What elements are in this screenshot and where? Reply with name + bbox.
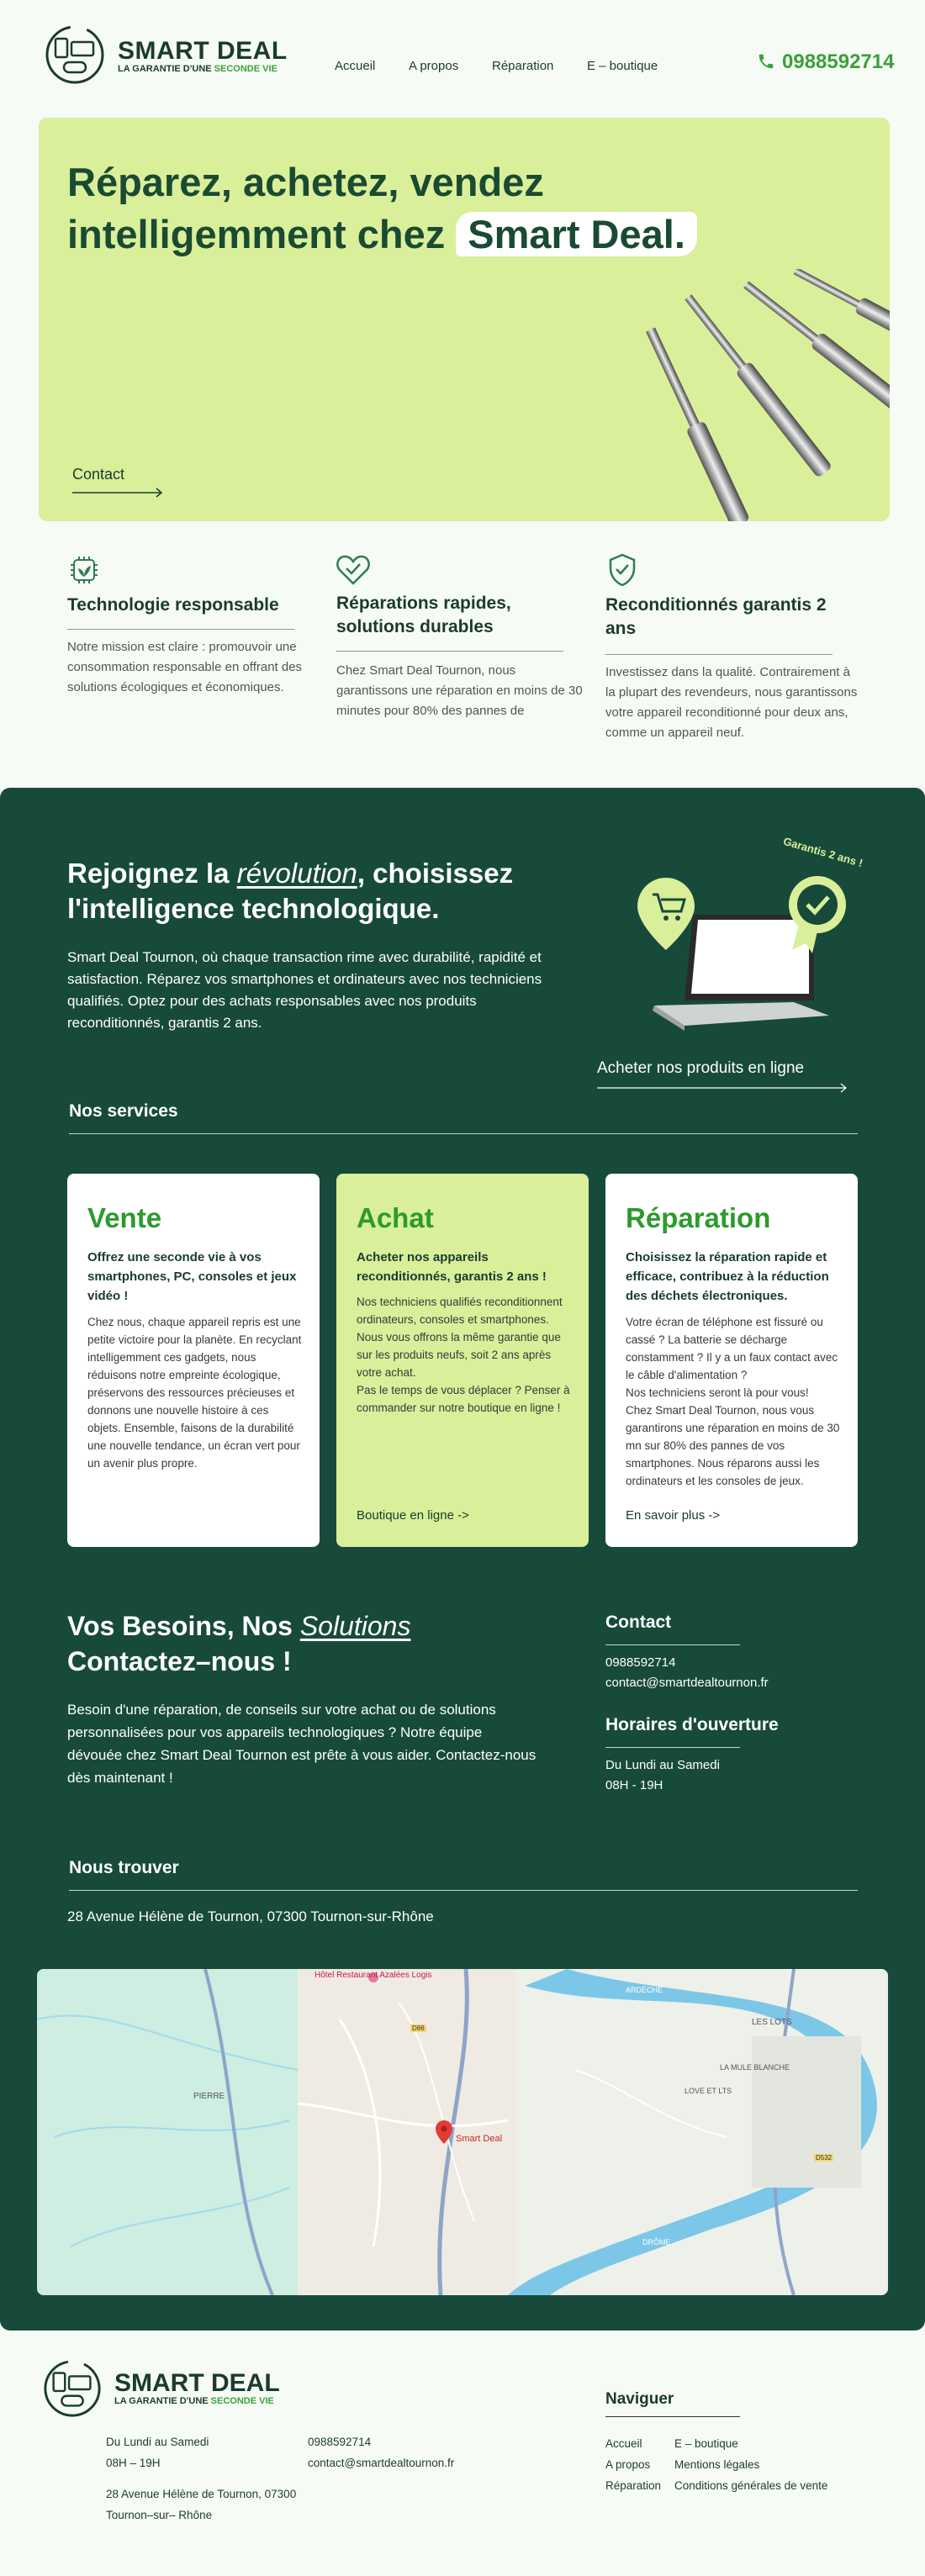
feature-title: Réparations rapides, solutions durables (336, 594, 511, 636)
shop-online-link[interactable]: Acheter nos produits en ligne (597, 1059, 805, 1077)
hero-banner (39, 118, 890, 521)
brand-tagline: LA GARANTIE D'UNE SECONDE VIE (118, 64, 278, 74)
nav-accueil[interactable]: Accueil (335, 59, 376, 73)
location-divider (69, 1890, 858, 1891)
feature-title: Technologie responsable (67, 595, 279, 615)
contact-email[interactable]: contact@smartdealtournon.fr (605, 1676, 769, 1690)
nav-reparation[interactable]: Réparation (492, 59, 554, 73)
footer-hours: 08H – 19H (106, 2457, 161, 2469)
map[interactable] (37, 1969, 888, 2295)
footer-logo-icon[interactable] (42, 2358, 103, 2419)
logo-icon[interactable] (44, 24, 106, 86)
footer-address-line2: Tournon–sur– Rhône (106, 2509, 213, 2521)
nav-e-boutique[interactable]: E – boutique (587, 59, 658, 73)
footer-brand-name: SMART DEAL (114, 2369, 280, 2397)
services-heading: Nos services (69, 1101, 178, 1121)
shield-check-icon (604, 552, 641, 589)
heart-check-icon (335, 552, 372, 589)
card-subtitle: Choisissez la réparation rapide et efficace, contribuez à la réduction des déchets électroniques. (626, 1250, 829, 1303)
service-card-achat (336, 1174, 589, 1547)
map-label: PIERRE (193, 2092, 225, 2101)
hours-divider (605, 1747, 740, 1748)
screwdrivers-image (644, 269, 890, 521)
arrow-right-icon[interactable] (597, 1083, 849, 1093)
card-subtitle: Offrez une seconde vie à vos smartphones, PC, consoles et jeux vidéo ! (87, 1250, 297, 1303)
footer-address-line1: 28 Avenue Hélène de Tournon, 07300 (106, 2488, 297, 2500)
footer-nav-accueil[interactable]: Accueil (605, 2437, 642, 2450)
map-label: LES LOTS (752, 2018, 792, 2027)
hero-contact-link[interactable]: Contact (72, 466, 125, 483)
hero-title: Réparez, achetez, vendez intelligemment chez Smart Deal. (67, 156, 706, 261)
laptop-illustration (604, 841, 864, 1043)
card-text: Chez nous, chaque appareil repris est une petite victoire pour la planète. En recyclant intelligemment ces gadgets, nous réduisons notre empreinte écologique, préservons des ressources précieuses et donnons une nouvelle histoire à ces objets. Ensemble, faisons de la durabilité une nouvelle tendance, un écran vert pour un avenir plus propre. (87, 1316, 302, 1470)
card-title: Réparation (626, 1202, 771, 1233)
needs-text: Besoin d'une réparation, de conseils sur votre achat ou de solutions personnalisées pour vos appareils technologiques ? Notre équipe dévouée chez Smart Deal Tournon est prête à vous aider. Contactez-nous dès maintenant ! (67, 1702, 536, 1786)
feature-text: Chez Smart Deal Tournon, nous garantissons une réparation en moins de 30 minutes pour 80% des pannes de (336, 663, 583, 718)
map-label: DRÔME (642, 2238, 671, 2246)
guarantee-badge: Garantis 2 ans ! (781, 834, 864, 870)
location-address: 28 Avenue Hélène de Tournon, 07300 Tournon-sur-Rhône (67, 1908, 434, 1924)
learn-more-link[interactable]: En savoir plus -> (626, 1508, 721, 1523)
feature-divider (67, 629, 294, 630)
feature-text: Notre mission est claire : promouvoir une consommation responsable en offrant des solutions écologiques et économiques. (67, 640, 303, 694)
card-title: Vente (87, 1202, 162, 1233)
arrow-right-icon[interactable] (72, 488, 165, 498)
footer-nav-e-boutique[interactable]: E – boutique (674, 2437, 738, 2450)
map-road-label: D532 (816, 2154, 832, 2162)
map-label: Hôtel Restaurant Azalées Logis (314, 1971, 432, 1980)
map-label: LOVE ET LTS (684, 2087, 732, 2095)
footer-email[interactable]: contact@smartdealtournon.fr (308, 2457, 455, 2469)
service-card-vente (67, 1174, 320, 1547)
nav-a-propos[interactable]: A propos (409, 59, 459, 73)
contact-divider (605, 1644, 740, 1645)
card-subtitle: Acheter nos appareils reconditionnés, garantis 2 ans ! (357, 1250, 547, 1284)
needs-title: Vos Besoins, Nos Solutions Contactez–nous ! (67, 1611, 411, 1676)
feature-divider (605, 654, 832, 655)
location-heading: Nous trouver (69, 1858, 179, 1877)
eshop-link[interactable]: Boutique en ligne -> (357, 1508, 469, 1523)
card-title: Achat (357, 1202, 434, 1233)
footer-days: Du Lundi au Samedi (106, 2436, 209, 2448)
footer-nav-reparation[interactable]: Réparation (605, 2479, 662, 2492)
map-road-label: D86 (412, 2024, 425, 2032)
brand-name: SMART DEAL (118, 37, 288, 65)
phone-icon (757, 52, 775, 71)
hours-days: Du Lundi au Samedi (605, 1758, 720, 1772)
footer-nav-divider (605, 2416, 740, 2417)
footer-phone[interactable]: 0988592714 (308, 2436, 372, 2448)
eco-chip-icon (66, 552, 103, 589)
contact-phone[interactable]: 0988592714 (605, 1655, 676, 1670)
revolution-text: Smart Deal Tournon, où chaque transaction rime avec durabilité, rapidité et satisfaction. Réparez vos smartphones et ordinateurs avec nos techniciens qualifiés. Optez pour des achats responsables avec nos produits reconditionnés, garantis 2 ans. (67, 949, 542, 1031)
card-text: Votre écran de téléphone est fissuré ou cassé ? La batterie se décharge constamment ? Il y a un faux contact avec le câble d'alimentation ? Nos techniciens seront là pour vous! Chez Smart Deal Tournon, nous vous garantirons une réparation en moins de 30 mn sur 80% des pannes de vos smartphones. Nous réparons aussi les ordinateurs et les consoles de jeux. (626, 1316, 840, 1487)
hours-heading: Horaires d'ouverture (605, 1715, 779, 1734)
map-label: LA MULE BLANCHE (720, 2063, 790, 2072)
map-pin-label[interactable]: Smart Deal (456, 2134, 503, 2144)
map-label: ARDÈCHE (626, 1986, 663, 1994)
service-card-reparation (605, 1174, 858, 1547)
card-text: Nos techniciens qualifiés reconditionnent ordinateurs, consoles et smartphones. Nous vous offrons la même garantie que sur les produits neufs, soit 2 ans après votre achat. Pas le temps de vous déplacer ? Penser à commander sur notre boutique en ligne ! (357, 1296, 570, 1414)
services-divider (69, 1133, 858, 1134)
footer-brand-tagline: LA GARANTIE D'UNE SECONDE VIE (114, 2396, 274, 2406)
feature-text: Investissez dans la qualité. Contrairement à la plupart des revendeurs, nous garantissons votre appareil reconditionné pour deux ans, comme un appareil neuf. (605, 665, 858, 740)
feature-title: Reconditionnés garantis 2 ans (605, 595, 827, 638)
contact-heading: Contact (605, 1613, 672, 1632)
hours-time: 08H - 19H (605, 1778, 663, 1792)
revolution-title: Rejoignez la révolution, choisissez l'intelligence technologique. (67, 858, 514, 924)
footer-nav-a-propos[interactable]: A propos (605, 2458, 651, 2471)
footer-nav-cgv[interactable]: Conditions générales de vente (674, 2479, 828, 2492)
footer-nav-mentions[interactable]: Mentions légales (674, 2458, 760, 2471)
header-phone[interactable]: 0988592714 (782, 50, 895, 73)
footer-nav-heading: Naviguer (605, 2390, 674, 2408)
feature-divider (336, 651, 563, 652)
